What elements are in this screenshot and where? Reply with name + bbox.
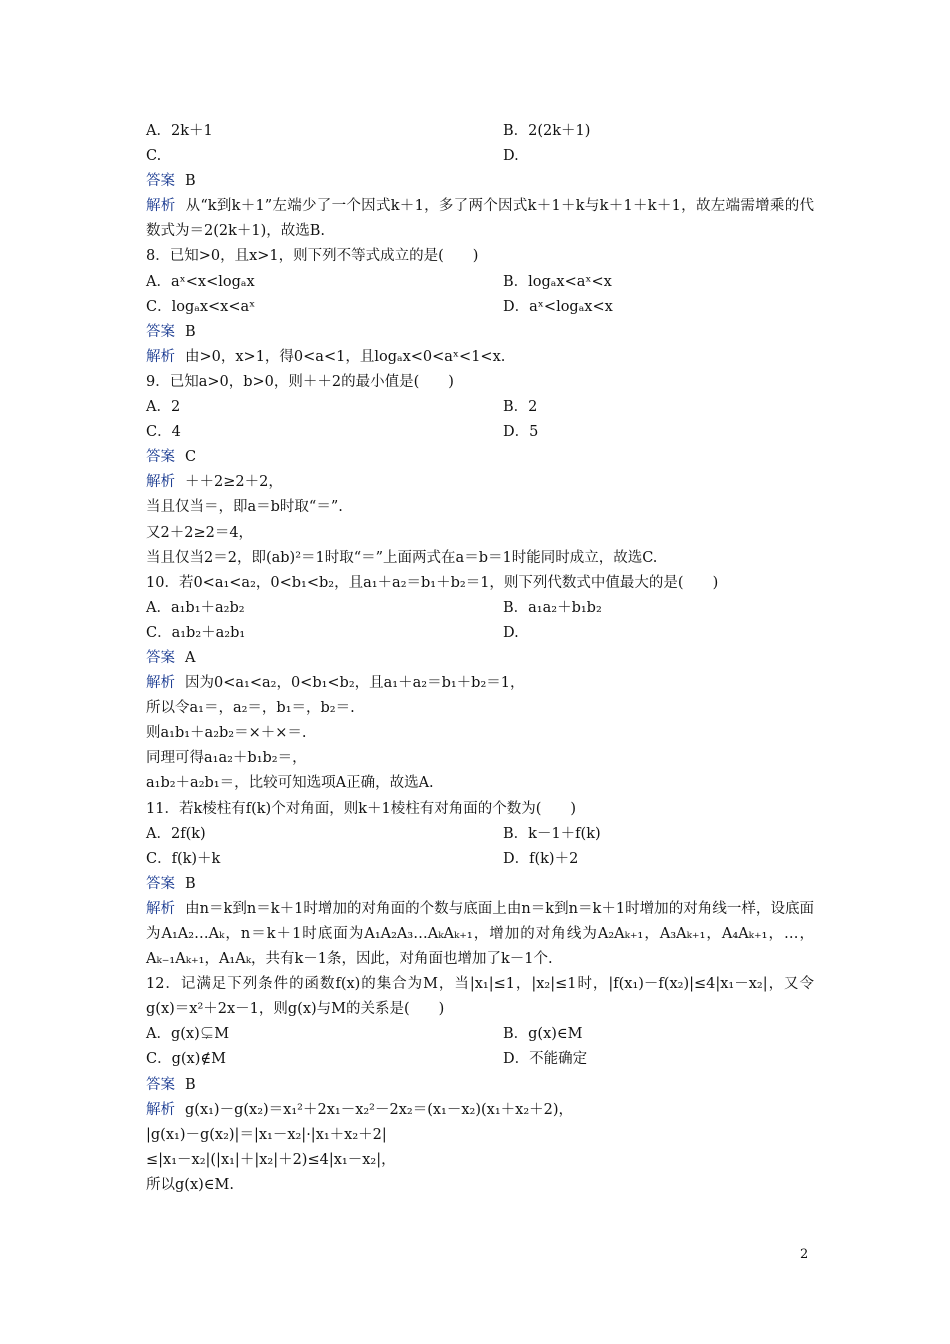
solution-line — [146, 1098, 814, 1123]
solution-line: |g(x₁)－g(x₂)|＝|x₁－x₂|·|x₁＋x₂＋2| — [146, 1126, 387, 1143]
answer-line — [146, 445, 814, 470]
solution-line: 所以g(x)∈M. — [146, 1176, 234, 1193]
answer-line — [146, 646, 814, 671]
option-a: A．a₁b₁＋a₂b₂ — [146, 599, 245, 616]
answer-value: B — [185, 875, 196, 892]
answer-value: A — [185, 649, 196, 666]
options-row — [146, 1047, 814, 1072]
solution-label: 解析 — [146, 474, 175, 491]
solution-text: 因为0<a₁<a₂，0<b₁<b₂，且a₁＋a₂＝b₁＋b₂＝1， — [185, 675, 525, 692]
solution-label: 解析 — [146, 675, 175, 692]
options-row — [146, 270, 814, 295]
solution-line: 当且仅当2＝2，即(ab)²＝1时取“＝”上面两式在a＝b＝1时能同时成立，故选C. — [146, 549, 658, 566]
page-number: 2 — [800, 1247, 809, 1262]
solution-line: 当且仅当＝，即a＝b时取“＝”. — [146, 499, 343, 516]
solution-text: 由n＝k到n＝k＋1时增加的对角面的个数与底面上由n＝k到n＝k＋1时增加的对角线一样，设底面为A₁A₂…Aₖ，n＝k＋1时底面为A₁A₂A₃…AₖAₖ₊₁，增加的对角线为A₂Aₖ₊₁，A₃Aₖ₊₁，A₄Aₖ₊₁，…，Aₖ₋₁Aₖ₊₁，A₁Aₖ，共有k－1条，因此，对角面也增加了k－1个. — [146, 900, 815, 968]
options-row — [146, 420, 814, 445]
solution-line: a₁b₂＋a₂b₁＝，比较可知选项A正确，故选A. — [146, 775, 434, 792]
option-b: B．g(x)∈M — [503, 1026, 583, 1043]
answer-value: B — [185, 1076, 196, 1093]
solution-text: g(x₁)－g(x₂)＝x₁²＋2x₁－x₂²－2x₂＝(x₁－x₂)(x₁＋x₂＋2)， — [185, 1101, 574, 1118]
option-d: D．5 — [503, 424, 539, 441]
options-row — [146, 144, 814, 169]
solution-label: 解析 — [146, 348, 175, 365]
option-c: C．logₐx<x<aˣ — [146, 298, 256, 315]
answer-line — [146, 169, 814, 194]
option-d: D．aˣ<logₐx<x — [503, 298, 613, 315]
solution-line — [146, 671, 814, 696]
answer-label: 答案 — [146, 323, 175, 340]
answer-value: B — [185, 173, 196, 190]
option-b: B．logₐx<aˣ<x — [503, 273, 612, 290]
option-d: D. — [503, 148, 519, 165]
options-row — [146, 119, 814, 144]
option-a: A．2 — [146, 399, 181, 416]
option-b: B．a₁a₂＋b₁b₂ — [503, 599, 602, 616]
answer-label: 答案 — [146, 1076, 175, 1093]
solution-paragraph — [146, 897, 814, 972]
option-b: B．2(2k＋1) — [503, 123, 591, 139]
option-a: A．2f(k) — [146, 825, 206, 842]
answer-label: 答案 — [146, 449, 175, 466]
option-c: C．g(x)∉M — [146, 1051, 226, 1068]
solution-text: ＋＋2≥2＋2， — [185, 474, 283, 491]
question-stem: 10．若0<a₁<a₂，0<b₁<b₂，且a₁＋a₂＝b₁＋b₂＝1，则下列代数式中值最大的是( ) — [146, 574, 719, 591]
solution-line: 同理可得a₁a₂＋b₁b₂＝， — [146, 750, 307, 767]
solution-line — [146, 345, 814, 370]
option-a: A．2k＋1 — [146, 123, 213, 139]
option-b: B．2 — [503, 399, 538, 416]
answer-line — [146, 320, 814, 345]
option-a: A．aˣ<x<logₐx — [146, 273, 255, 290]
option-c: C. — [146, 148, 162, 165]
options-row — [146, 395, 814, 420]
options-row — [146, 621, 814, 646]
option-d: D．f(k)＋2 — [503, 850, 579, 867]
solution-label: 解析 — [146, 900, 176, 917]
answer-value: B — [185, 323, 196, 340]
answer-label: 答案 — [146, 649, 175, 666]
solution-line: 又2＋2≥2＝4， — [146, 524, 254, 541]
solution-text: 由>0，x>1，得0<a<1，且logₐx<0<aˣ<1<x. — [185, 348, 506, 365]
options-row — [146, 1022, 814, 1047]
options-row — [146, 295, 814, 320]
option-c: C．4 — [146, 424, 181, 441]
question-stem: 8．已知>0，且x>1，则下列不等式成立的是( ) — [146, 248, 479, 265]
options-row — [146, 847, 814, 872]
options-row — [146, 596, 814, 621]
option-b: B．k－1＋f(k) — [503, 825, 601, 842]
options-row — [146, 822, 814, 847]
solution-line — [146, 470, 814, 495]
question-stem: 11．若k棱柱有f(k)个对角面，则k＋1棱柱有对角面的个数为( ) — [146, 800, 577, 817]
answer-label: 答案 — [146, 173, 175, 190]
answer-line — [146, 1073, 814, 1098]
answer-value: C — [185, 449, 197, 466]
solution-line: ≤|x₁－x₂|(|x₁|＋|x₂|＋2)≤4|x₁－x₂|， — [146, 1151, 396, 1168]
question-stem: 9．已知a>0，b>0，则＋＋2的最小值是( ) — [146, 373, 454, 390]
document-body — [146, 119, 814, 1198]
solution-label: 解析 — [146, 198, 176, 215]
option-c: C．f(k)＋k — [146, 850, 221, 867]
option-d: D．不能确定 — [503, 1051, 588, 1068]
answer-label: 答案 — [146, 875, 175, 892]
solution-line: 所以令a₁＝，a₂＝，b₁＝，b₂＝. — [146, 700, 355, 717]
answer-line — [146, 872, 814, 897]
solution-text: 从“k到k＋1”左端少了一个因式k＋1，多了两个因式k＋1＋k与k＋1＋k＋1，故左端需增乘的代数式为＝2(2k＋1)，故选B. — [146, 198, 814, 240]
option-d: D. — [503, 624, 519, 641]
solution-paragraph — [146, 194, 814, 244]
option-c: C．a₁b₂＋a₂b₁ — [146, 624, 246, 641]
solution-line: 则a₁b₁＋a₂b₂＝×＋×＝. — [146, 725, 307, 742]
solution-label: 解析 — [146, 1101, 175, 1118]
question-stem: 12．记满足下列条件的函数f(x)的集合为M，当|x₁|≤1，|x₂|≤1时，|f(x₁)－f(x₂)|≤4|x₁－x₂|，又令g(x)＝x²＋2x－1，则g(x)与M的关系是( ) — [146, 976, 814, 1018]
option-a: A．g(x)⊊M — [146, 1026, 230, 1043]
